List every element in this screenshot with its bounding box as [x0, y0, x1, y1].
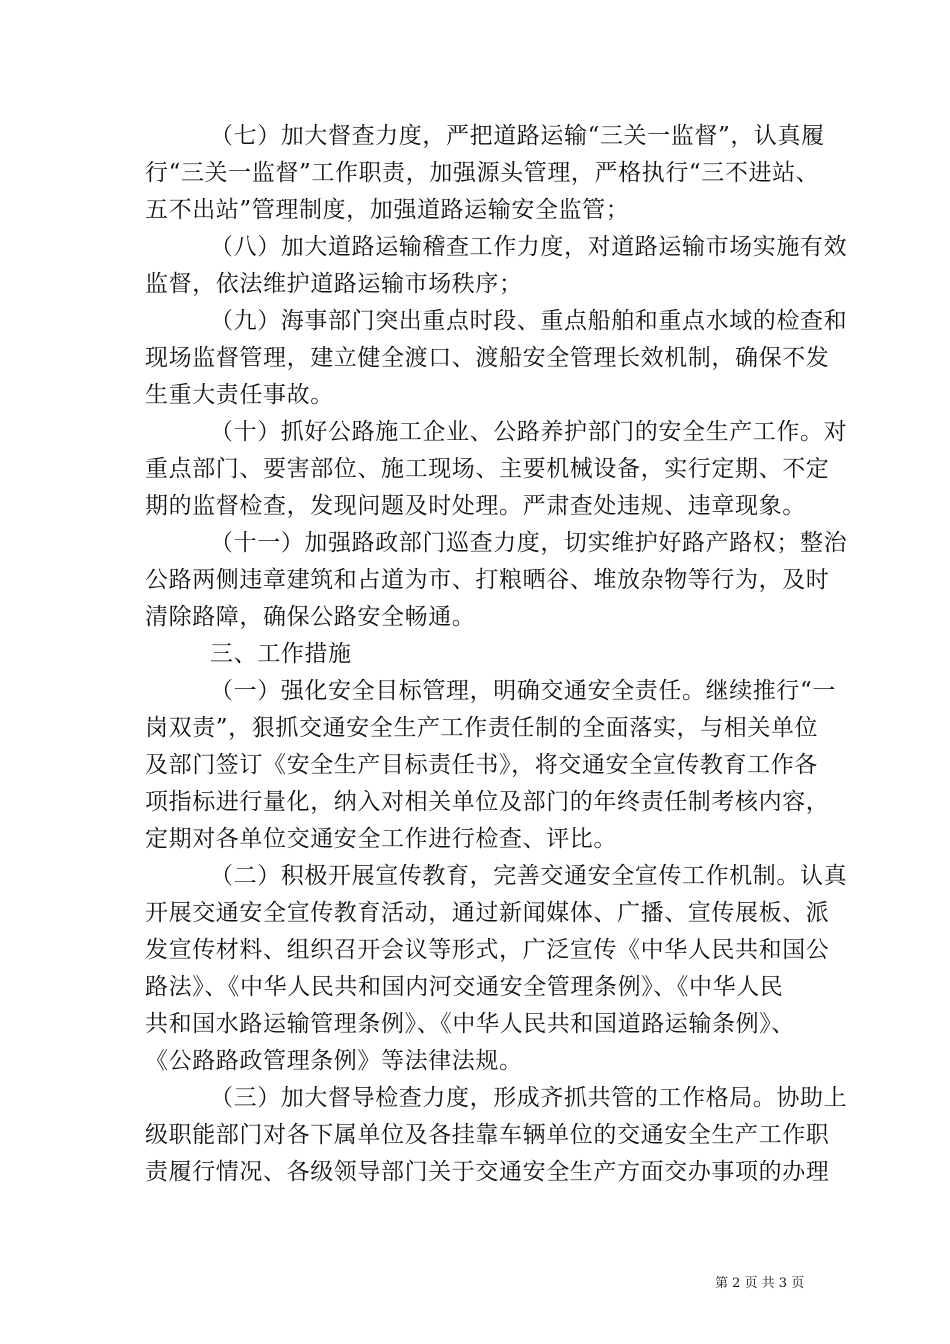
text-line: 发宣传材料、组织召开会议等形式，广泛宣传《中华人民共和国公	[145, 937, 830, 963]
text-line: 项指标进行量化，纳入对相关单位及部门的年终责任制考核内容，	[145, 789, 830, 815]
text-line: （二）积极开展宣传教育，完善交通安全宣传工作机制。认真	[210, 863, 848, 889]
text-line: 五不出站”管理制度，加强道路运输安全监管；	[145, 197, 630, 223]
text-line: 监督，依法维护道路运输市场秩序；	[145, 271, 523, 297]
text-line: 公路两侧违章建筑和占道为市、打粮晒谷、堆放杂物等行为，及时	[145, 567, 830, 593]
text-line: 重点部门、要害部位、施工现场、主要机械设备，实行定期、不定	[145, 456, 830, 482]
text-line: （七）加大督查力度，严把道路运输“三关一监督”，认真履	[210, 123, 825, 149]
text-line: 及部门签订《安全生产目标责任书》，将交通安全宣传教育工作各	[145, 752, 818, 778]
text-line: （一）强化安全目标管理，明确交通安全责任。继续推行“一	[210, 678, 836, 704]
text-line: （九）海事部门突出重点时段、重点船舶和重点水域的检查和	[210, 308, 848, 334]
text-line: 责履行情况、各级领导部门关于交通安全生产方面交办事项的办理	[145, 1159, 830, 1185]
text-line: 共和国水路运输管理条例》、《中华人民共和国道路运输条例》、	[145, 1011, 795, 1037]
section-heading: 三、工作措施	[210, 641, 352, 667]
text-line: （十）抓好公路施工企业、公路养护部门的安全生产工作。对	[210, 419, 848, 445]
text-line: （八）加大道路运输稽查工作力度，对道路运输市场实施有效	[210, 234, 848, 260]
text-line: （三）加大督导检查力度，形成齐抓共管的工作格局。协助上	[210, 1085, 848, 1111]
text-line: 期的监督检查，发现问题及时处理。严肃查处违规、违章现象。	[145, 493, 806, 519]
text-line: 岗双责”，狠抓交通安全生产工作责任制的全面落实，与相关单位	[145, 715, 819, 741]
text-line: 生重大责任事故。	[145, 382, 334, 408]
text-line: 《公路路政管理条例》等法律法规。	[145, 1048, 523, 1074]
text-line: 开展交通安全宣传教育活动，通过新闻媒体、广播、宣传展板、派	[145, 900, 830, 926]
text-line: 行“三关一监督”工作职责，加强源头管理，严格执行“三不进站、	[145, 160, 820, 186]
text-line: 定期对各单位交通安全工作进行检查、评比。	[145, 826, 617, 852]
text-line: 现场监督管理，建立健全渡口、渡船安全管理长效机制，确保不发	[145, 345, 830, 371]
page-number: 第 2 页 共 3 页	[715, 1276, 805, 1291]
text-line: 级职能部门对各下属单位及各挂靠车辆单位的交通安全生产工作职	[145, 1122, 830, 1148]
text-line: 清除路障，确保公路安全畅通。	[145, 604, 476, 630]
text-line: （十一）加强路政部门巡查力度，切实维护好路产路权；整治	[210, 530, 848, 556]
text-line: 路法》、《中华人民共和国内河交通安全管理条例》、《中华人民	[145, 974, 784, 1000]
